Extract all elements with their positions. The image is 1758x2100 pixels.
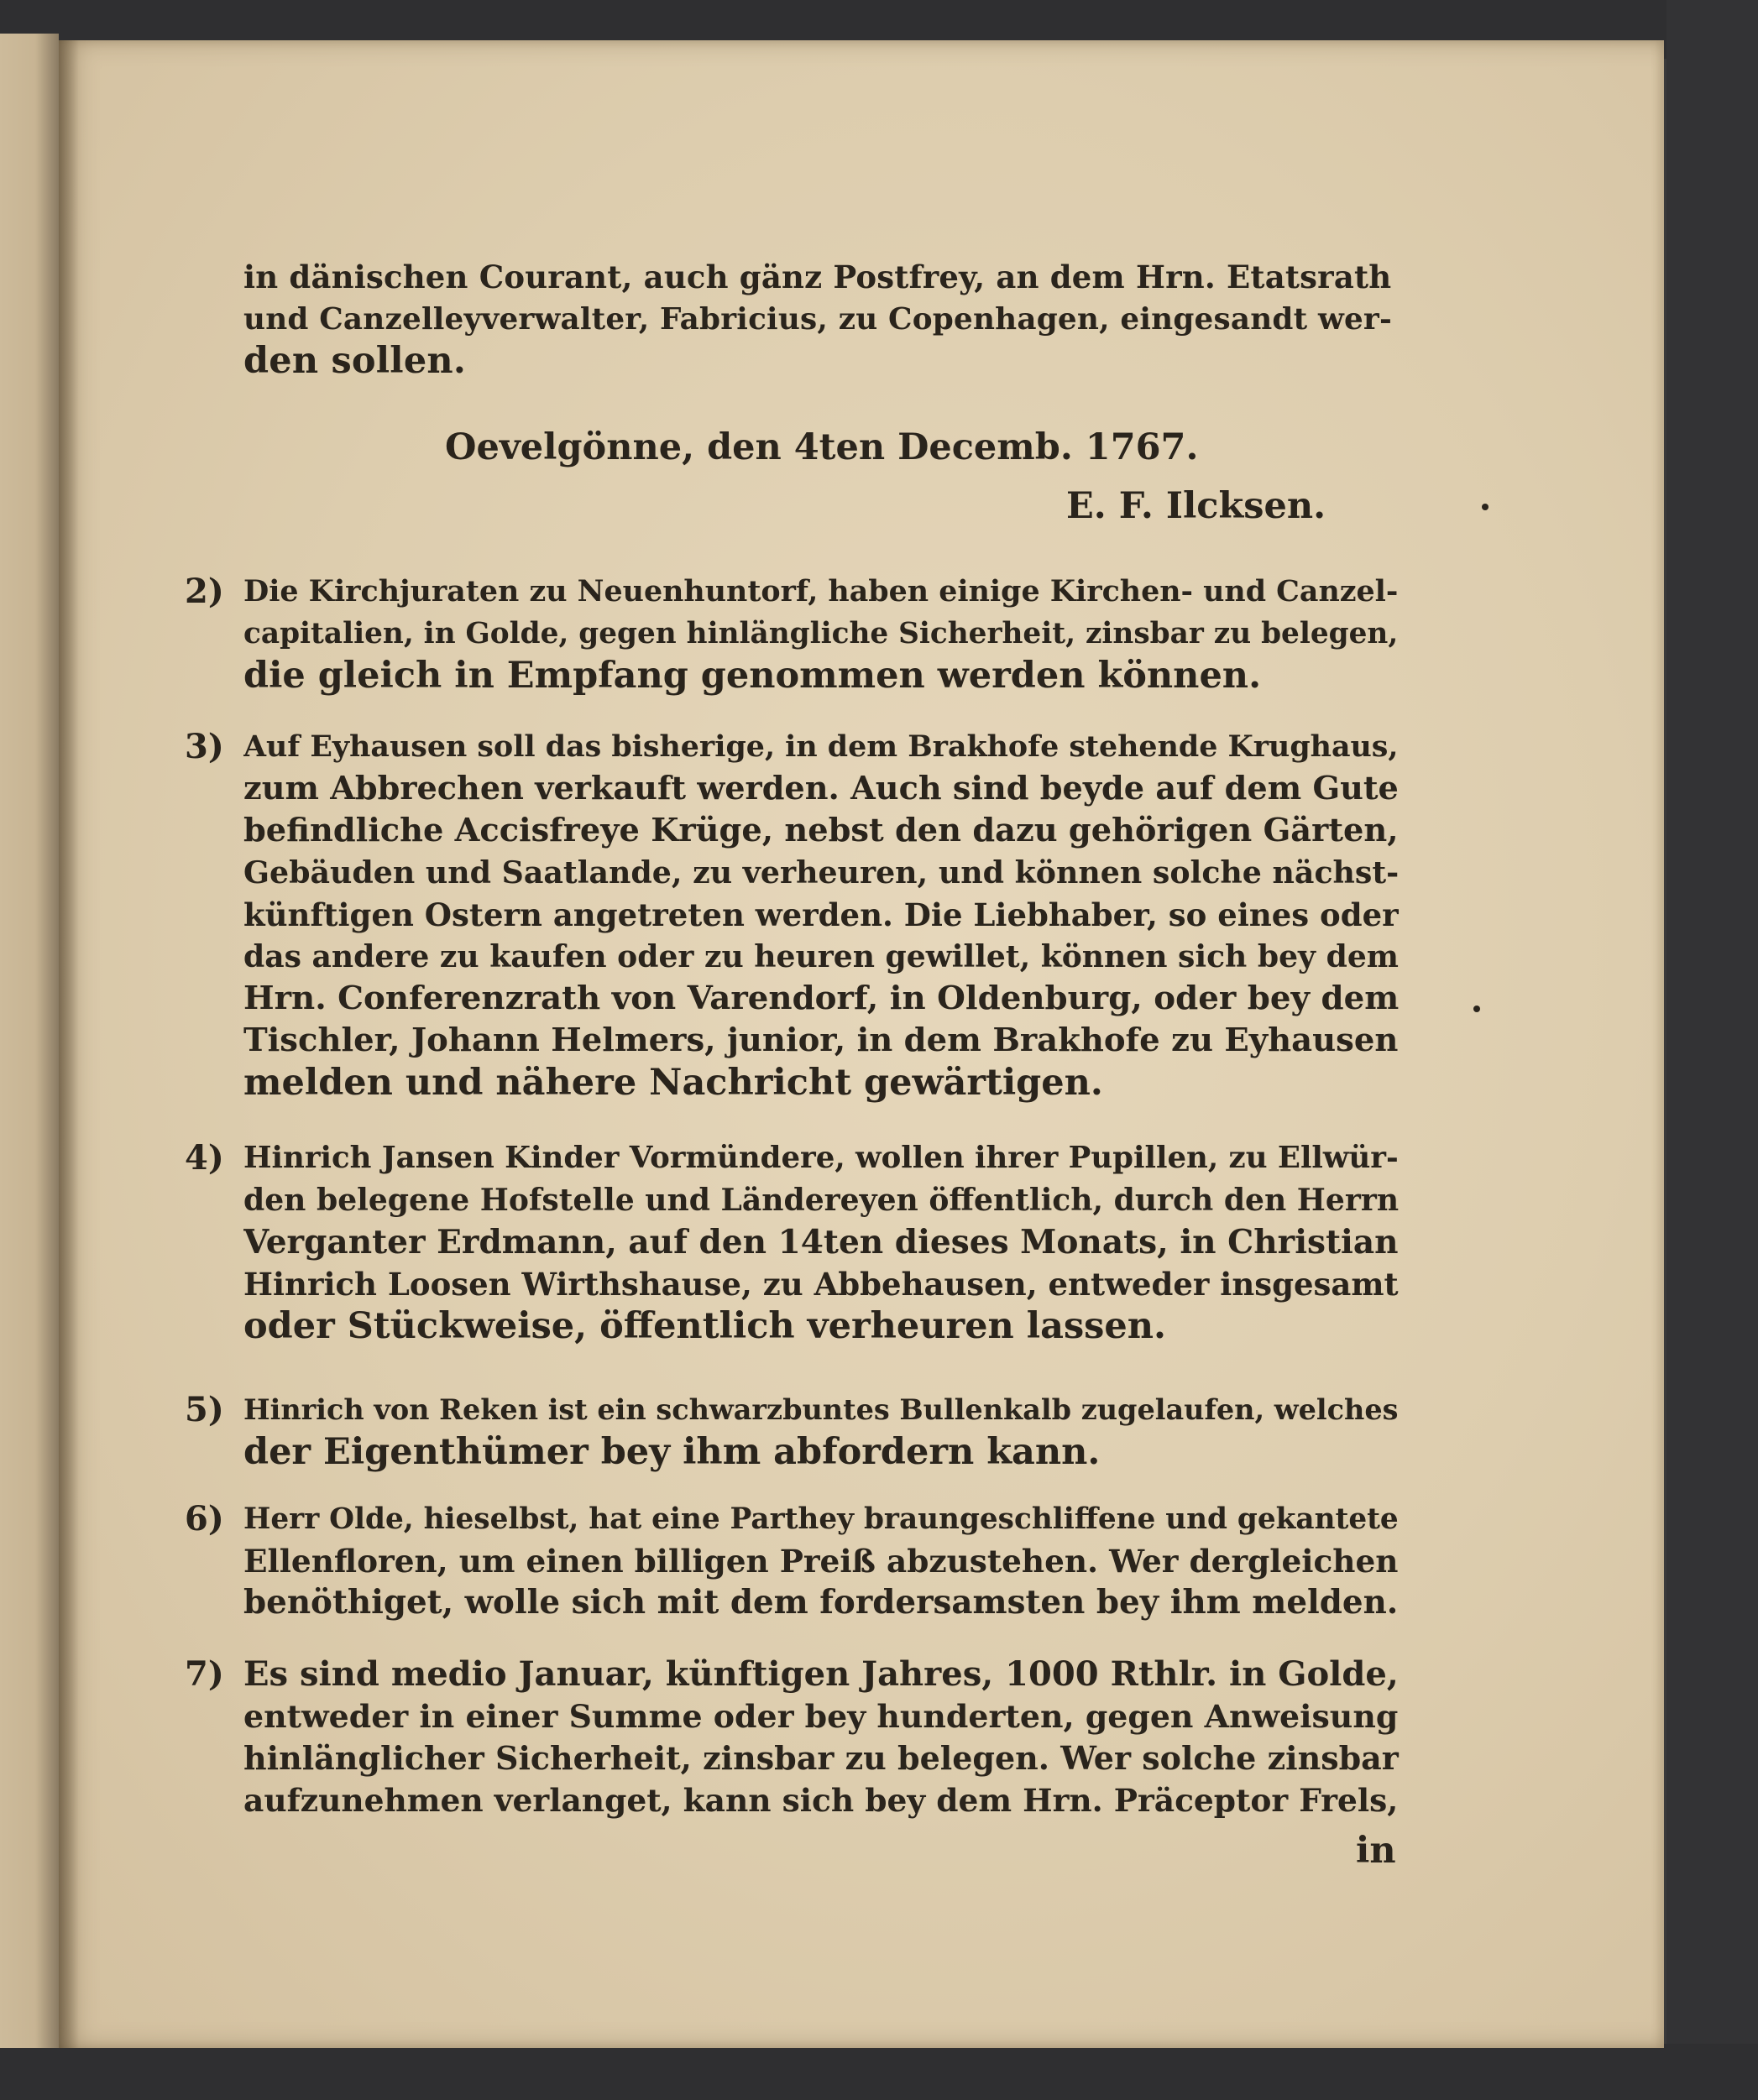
notice-body (243, 1653, 1410, 1821)
text-line: Tischler, Johann Helmers, junior, in dem Brakhofe zu Eyhausen (243, 1021, 1399, 1059)
notice-number: 3) (185, 727, 224, 766)
text-line: Gebäuden und Saatlande, zu verheuren, und können solche nächst- (243, 854, 1400, 891)
notice-body (243, 1498, 1410, 1624)
notice-body (243, 726, 1410, 1104)
text-line: künftigen Ostern angetreten werden. Die Liebhaber, so eines oder (243, 896, 1399, 933)
text-line: Verganter Erdmann, auf den 14ten dieses Monats, in Christian (243, 1223, 1399, 1262)
text-line: Die Kirchjuraten zu Neuenhuntorf, haben einige Kirchen- und Canzel- (243, 574, 1399, 609)
text-line: und Canzelleyverwalter, Fabricius, zu Copenhagen, eingesandt wer- (243, 301, 1393, 337)
text-line: aufzunehmen verlanget, kann sich bey dem Hrn. Präceptor Frels, (243, 1782, 1399, 1819)
text-line: benöthiget, wolle sich mit dem fordersamsten bey ihm melden. (243, 1584, 1399, 1622)
margin-dot (1482, 504, 1489, 510)
text-line: Es sind medio Januar, künftigen Jahres, 1000 Rthlr. in Golde, (243, 1654, 1399, 1694)
text-line: Ellenfloren, um einen billigen Preiß abzustehen. Wer dergleichen (243, 1543, 1399, 1580)
notice-body (243, 1389, 1410, 1473)
text-line: den belegene Hofstelle und Ländereyen öffentlich, durch den Herrn (243, 1182, 1400, 1218)
text-line: Auf Eyhausen soll das bisherige, in dem Brakhofe stehende Krughaus, (243, 729, 1399, 764)
text-line: zum Abbrechen verkauft werden. Auch sind beyde auf dem Gute (243, 770, 1399, 807)
catchword: in (1356, 1830, 1396, 1872)
scan-background-right (1666, 0, 1758, 2100)
text-line: hinlänglicher Sicherheit, zinsbar zu belegen. Wer solche zinsbar (243, 1739, 1399, 1777)
text-line: Hinrich Jansen Kinder Vormündere, wollen ihrer Pupillen, zu Ellwür- (243, 1141, 1399, 1175)
dateline: Oevelgönne, den 4ten Decemb. 1767. (445, 426, 1199, 468)
text-line: das andere zu kaufen oder zu heuren gewillet, können sich bey dem (243, 938, 1399, 974)
notice-number: 4) (185, 1138, 224, 1178)
page-gutter (59, 40, 79, 2048)
text-line: der Eigenthümer bey ihm abfordern kann. (243, 1431, 1101, 1473)
notice-body (243, 1137, 1410, 1347)
signature: E. F. Ilcksen. (1066, 485, 1326, 527)
text-line: Hrn. Conferenzrath von Varendorf, in Oldenburg, oder bey dem (243, 979, 1400, 1017)
text-line: oder Stückweise, öffentlich verheuren lassen. (243, 1305, 1166, 1347)
text-line: Hinrich von Reken ist ein schwarzbuntes Bullenkalb zugelaufen, welches (243, 1393, 1399, 1426)
notice-number: 5) (185, 1390, 224, 1429)
notice-body (243, 571, 1410, 697)
text-line: capitalien, in Golde, gegen hinlängliche Sicherheit, zinsbar zu belegen, (243, 617, 1399, 650)
text-line: den sollen. (243, 340, 467, 382)
text-line: entweder in einer Summe oder bey hunderten, gegen Anweisung (243, 1697, 1399, 1735)
text-line: Hinrich Loosen Wirthshause, zu Abbehausen, entweder insgesamt (243, 1266, 1399, 1303)
notice-number: 7) (185, 1654, 224, 1694)
opening-paragraph (243, 256, 1402, 382)
text-line: die gleich in Empfang genommen werden können. (243, 655, 1262, 697)
text-line: in dänischen Courant, auch gänz Postfrey, an dem Hrn. Etatsrath (243, 259, 1392, 295)
text-line: Herr Olde, hieselbst, hat eine Parthey braungeschliffene und gekantete (243, 1502, 1399, 1536)
scan-background-bottom (0, 2044, 1758, 2100)
notice-number: 6) (185, 1499, 224, 1538)
notice-number: 2) (185, 572, 224, 611)
margin-dot (1473, 1006, 1480, 1012)
text-line: melden und nähere Nachricht gewärtigen. (243, 1062, 1103, 1104)
facing-page-edge (0, 34, 59, 2048)
text-line: befindliche Accisfreye Krüge, nebst den dazu gehörigen Gärten, (243, 812, 1399, 849)
